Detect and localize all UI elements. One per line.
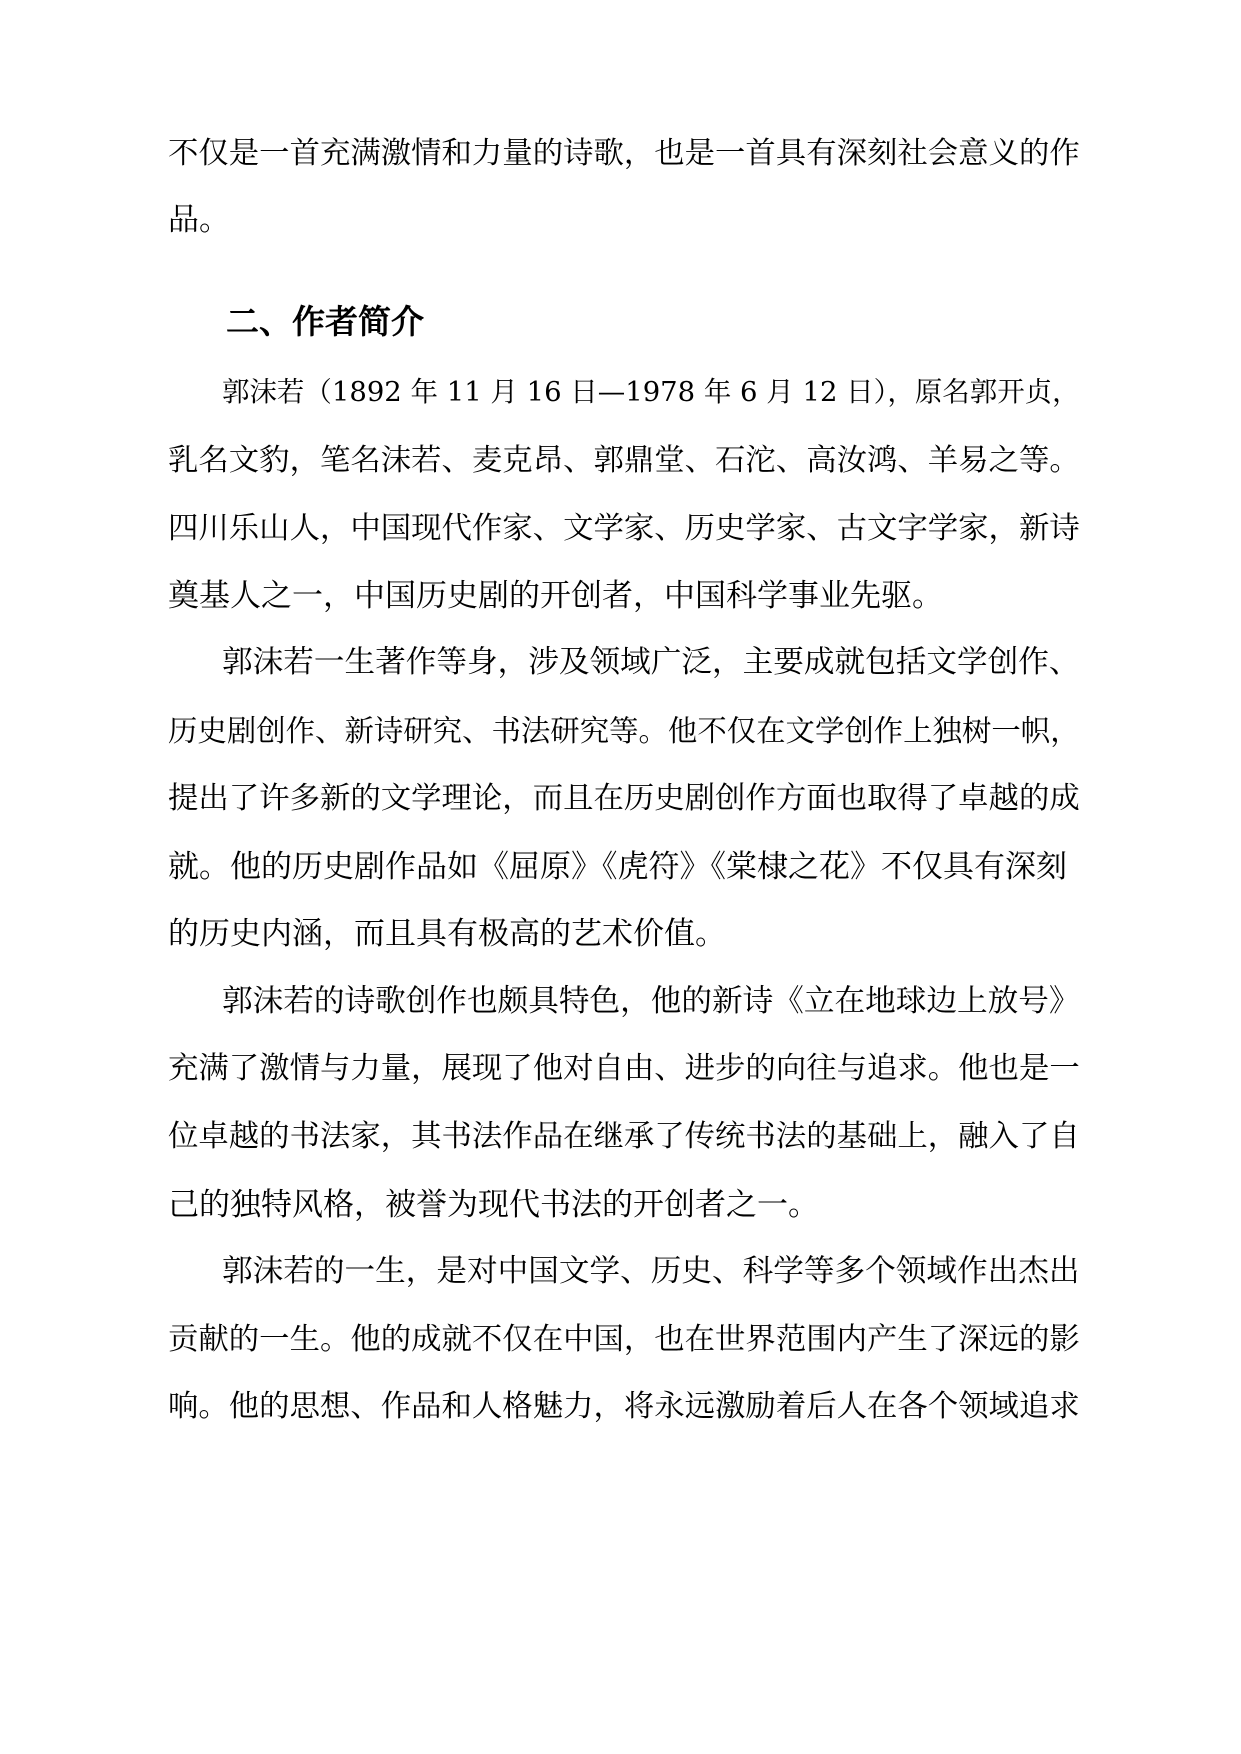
paragraph-2-line-2: 历史剧创作、新诗研究、书法研究等。他不仅在文学创作上独树一帜， (168, 714, 1080, 748)
paragraph-1-line-3: 四川乐山人，中国现代作家、文学家、历史学家、古文字学家，新诗 (168, 511, 1080, 546)
intro-line-2: 品。 (168, 202, 230, 238)
paragraph-2-line-3: 提出了许多新的文学理论，而且在历史剧创作方面也取得了卓越的成 (168, 781, 1080, 816)
paragraph-4-line-3: 响。他的思想、作品和人格魅力，将永远激励着后人在各个领域追求 (168, 1389, 1080, 1424)
paragraph-3-line-4: 己的独特风格，被誉为现代书法的开创者之一。 (168, 1187, 819, 1223)
section-heading: 二、作者简介 (226, 302, 424, 341)
paragraph-3-line-1: 郭沫若的诗歌创作也颇具特色，他的新诗《立在地球边上放号》 (222, 984, 1080, 1019)
paragraph-1-line-1: 郭沫若（1892 年 11 月 16 日—1978 年 6 月 12 日），原名郭开贞， (222, 377, 1080, 408)
paragraph-2-line-1: 郭沫若一生著作等身，涉及领域广泛，主要成就包括文学创作、 (222, 645, 1080, 680)
intro-line-1: 不仅是一首充满激情和力量的诗歌，也是一首具有深刻社会意义的作 (168, 136, 1080, 171)
paragraph-4-line-1: 郭沫若的一生，是对中国文学、历史、科学等多个领域作出杰出 (222, 1254, 1080, 1289)
paragraph-2-line-5: 的历史内涵，而且具有极高的艺术价值。 (168, 916, 726, 952)
paragraph-2-line-4: 就。他的历史剧作品如《屈原》《虎符》《棠棣之花》不仅具有深刻 (168, 849, 1067, 885)
paragraph-1-line-4: 奠基人之一，中国历史剧的开创者，中国科学事业先驱。 (168, 578, 943, 614)
paragraph-4-line-2: 贡献的一生。他的成就不仅在中国，也在世界范围内产生了深远的影 (168, 1322, 1080, 1357)
paragraph-1-line-2: 乳名文豹，笔名沫若、麦克昂、郭鼎堂、石沱、高汝鸿、羊易之等。 (168, 443, 1080, 478)
paragraph-3-line-2: 充满了激情与力量，展现了他对自由、进步的向往与追求。他也是一 (168, 1051, 1080, 1086)
paragraph-3-line-3: 位卓越的书法家，其书法作品在继承了传统书法的基础上，融入了自 (168, 1119, 1080, 1154)
